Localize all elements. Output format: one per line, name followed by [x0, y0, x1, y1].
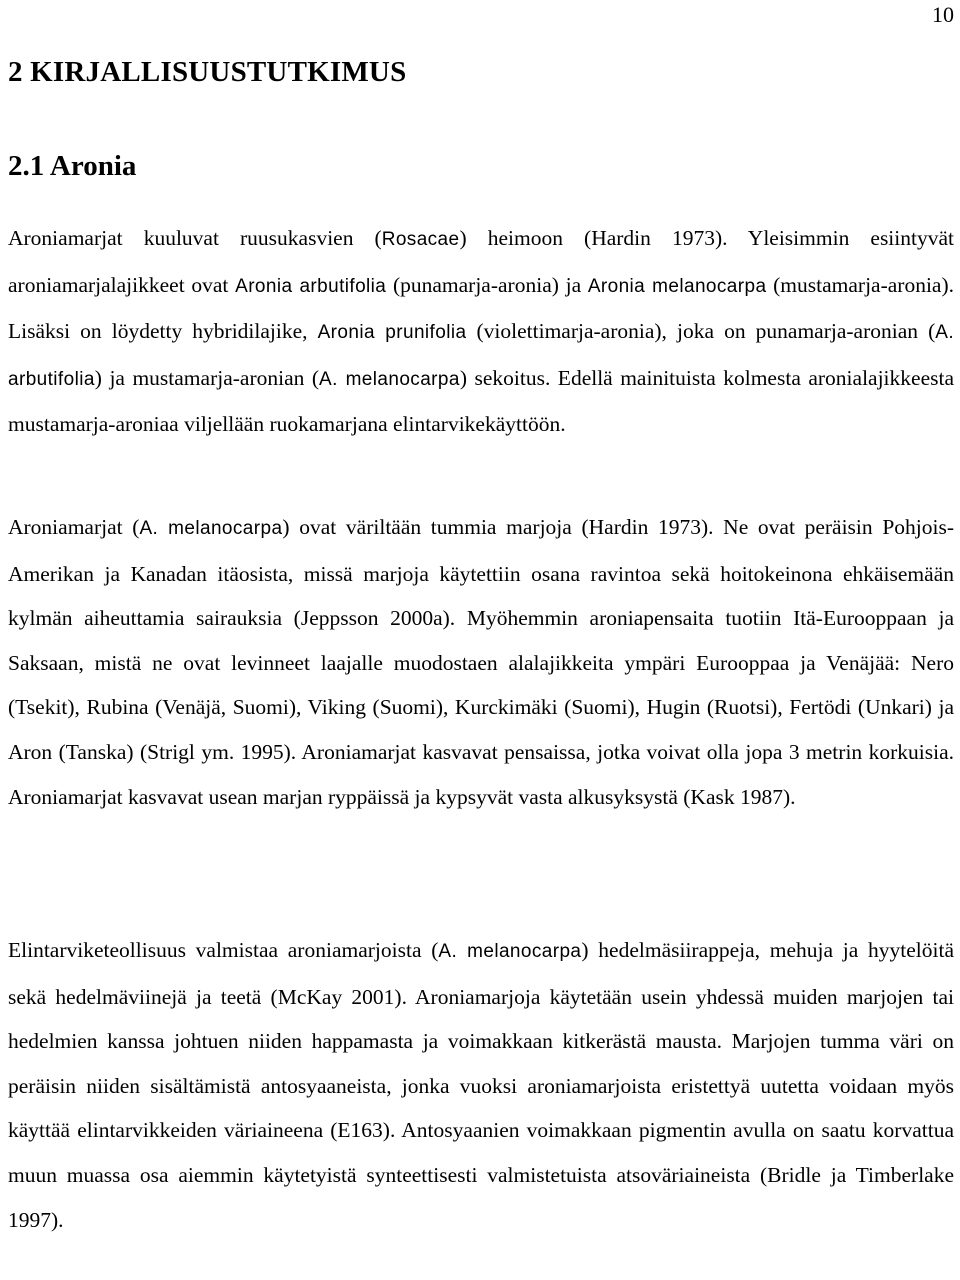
latin-name: A. melanocarpa: [438, 941, 582, 962]
section-heading: 2.1 Aronia: [8, 150, 137, 182]
latin-name: A. arbutifolia: [8, 322, 955, 390]
text-run: ) ja mustamarja-aronian (: [94, 365, 320, 390]
text-run: ) ovat väriltään tummia marjoja (Hardin 1973). Ne ovat peräisin Pohjois-Amerikan ja Kanadan itäosista, missä marjoja käytettiin osana ravintoa sekä hoitokeinona ehkäisemään kylmän aiheuttamia sairauksia (Jeppsson 2000a). Myöhemmin aroniapensaita tuotiin Itä-Eurooppaan ja Saksaan, mistä ne ovat levinneet laajalle muodostaen alalajikkeita ympäri Eurooppaa ja Venäjää: Nero (Tsekit), Rubina (Venäjä, Suomi), Viking (Suomi), Kurckimäki (Suomi), Hugin (Ruotsi), Fertödi (Unkari) ja Aron (Tanska) (Strigl ym. 1995). Aroniamarjat kasvavat pensaissa, jotka voivat olla jopa 3 metrin korkuisia. Aroniamarjat kasvavat usean marjan ryppäissä ja kypsyvät vasta alkusyksystä (Kask 1987).: [8, 515, 954, 809]
latin-name: Aronia melanocarpa: [587, 275, 767, 297]
text-run: ) hedelmäsiirappeja, mehuja ja hyytelöitä sekä hedelmäviinejä ja teetä (McKay 2001). Aroniamarjoja käytetään usein yhdessä muiden marjojen tai hedelmien kanssa johtuen niiden happamasta ja voimakkaan kitkerästä mausta. Marjojen tumma väri on peräisin niiden sisältämistä antosyaaneista, jonka vuoksi aroniamarjoista eristettyä uutetta voidaan myös käyttää elintarvikkeiden väriaineena (E163). Antosyaanien voimakkaan pigmentin avulla on saatu korvattua muun muassa osa aiemmin käytetyistä synteettisesti valmistetuista atsoväriaineista (Bridle ja Timberlake 1997).: [8, 938, 954, 1232]
text-run: Elintarviketeollisuus valmistaa aroniamarjoista (: [8, 938, 439, 962]
text-run: Aroniamarjat (: [8, 515, 140, 539]
text-run: (violettimarja-aronia), joka on punamarja-aronian (: [466, 319, 936, 344]
page-number: 10: [932, 2, 954, 27]
text-run: Aroniamarjat kuuluvat ruusukasvien (: [8, 226, 382, 250]
text-run: (mustamarja-aronia). Lisäksi on löydetty hybridilajike,: [8, 272, 955, 344]
latin-name: Aronia prunifolia: [317, 322, 467, 344]
latin-name: Aronia arbutifolia: [235, 275, 387, 297]
latin-name: A. melanocarpa: [319, 368, 460, 390]
latin-name: A. melanocarpa: [139, 518, 283, 539]
text-run: ) heimoon (Hardin 1973). Yleisimmin esiintyvät aroniamarjalajikkeet ovat: [8, 226, 954, 297]
paragraph-1: [8, 216, 954, 447]
paragraph-3: [8, 928, 954, 1242]
chapter-heading: 2 KIRJALLISUUSTUTKIMUS: [8, 56, 407, 88]
latin-name: Rosacae: [381, 229, 460, 250]
text-run: (punamarja-aronia) ja: [386, 272, 588, 297]
paragraph-2: [8, 505, 954, 819]
text-run: ) sekoitus. Edellä mainituista kolmesta aronialajikkeesta mustamarja-aroniaa viljellään ruokamarjana elintarvikekäyttöön.: [8, 365, 954, 437]
